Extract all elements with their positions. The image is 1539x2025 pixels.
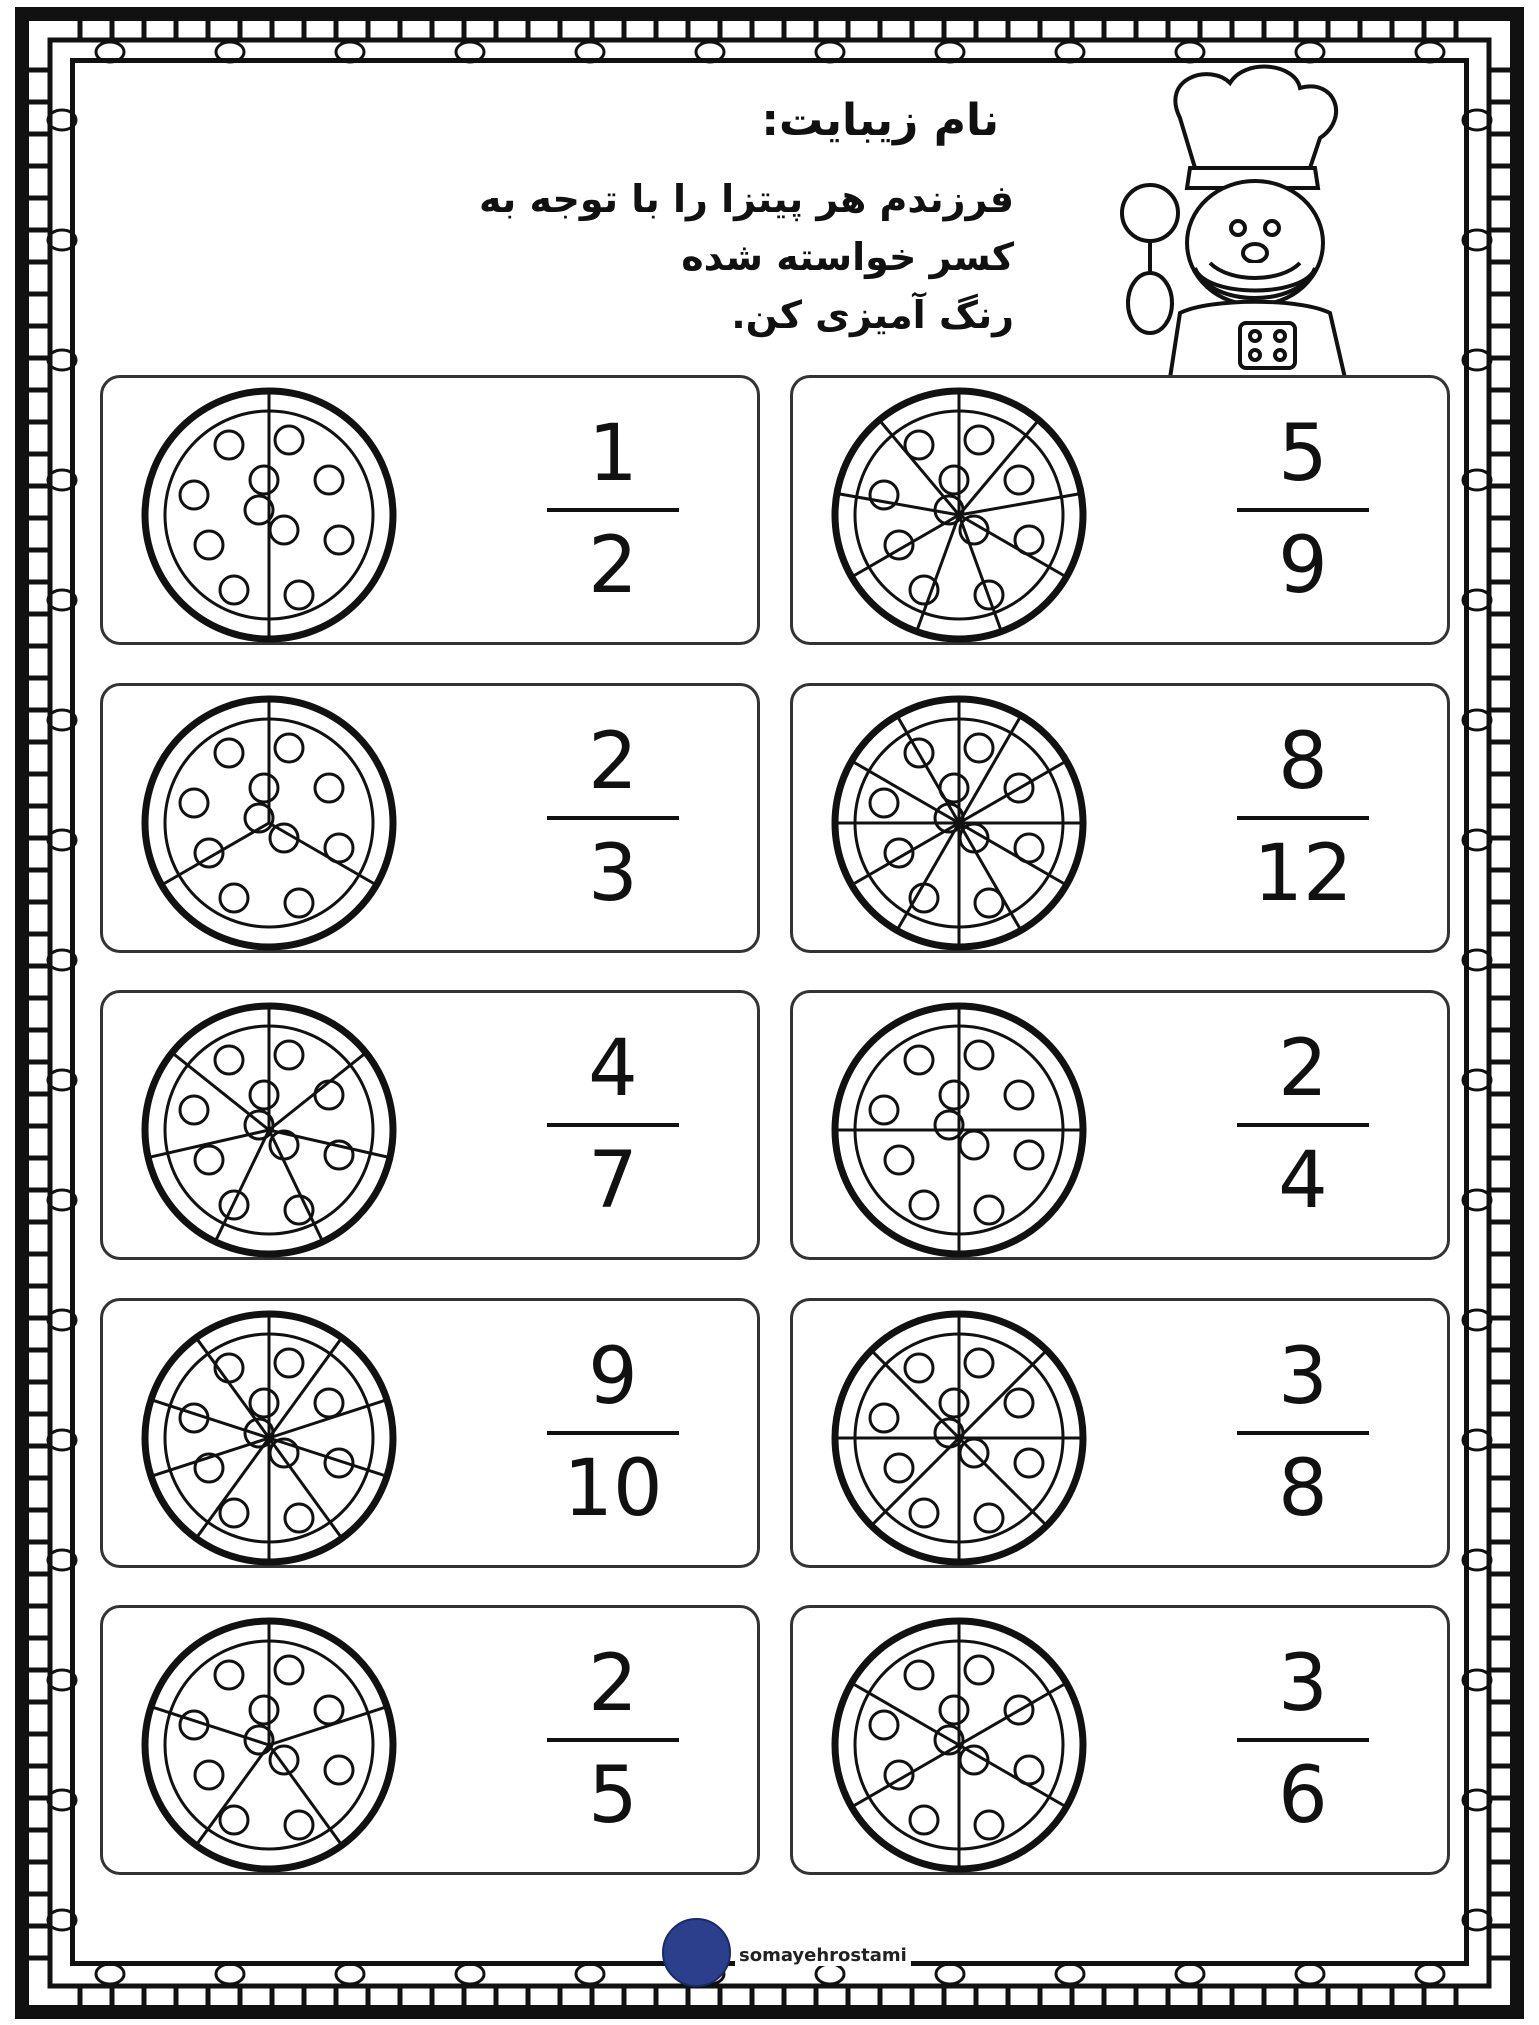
pizza-icon[interactable]	[138, 384, 400, 646]
website-text: somayehrostami	[735, 1945, 911, 1966]
fraction-numerator: 1	[588, 409, 638, 499]
instruction-line-1: فرزندم هر پیتزا را با توجه به	[478, 177, 1014, 221]
fraction-bar	[1237, 1738, 1369, 1742]
fraction-numerator: 3	[1278, 1639, 1328, 1729]
fraction-numerator: 2	[588, 717, 638, 807]
fraction	[543, 404, 683, 616]
fraction	[543, 1019, 683, 1231]
pizza-icon[interactable]	[138, 692, 400, 954]
fraction-numerator: 5	[1278, 409, 1328, 499]
fraction-bar	[1237, 1431, 1369, 1435]
fraction-bar	[547, 508, 679, 512]
fraction-card	[100, 683, 760, 953]
instruction-line-3: رنگ آمیزی کن.	[731, 293, 1014, 337]
pizza-icon[interactable]	[828, 384, 1090, 646]
pizza-icon[interactable]	[138, 999, 400, 1261]
fraction-numerator: 4	[588, 1024, 638, 1114]
fraction-card	[790, 1298, 1450, 1568]
fraction-denominator: 8	[1278, 1444, 1328, 1534]
fraction-numerator: 8	[1278, 717, 1328, 807]
fraction	[543, 1327, 683, 1539]
pizza-icon[interactable]	[138, 1307, 400, 1569]
fraction-denominator: 2	[588, 521, 638, 611]
pizza-icon[interactable]	[828, 1614, 1090, 1876]
fraction-denominator: 10	[563, 1444, 663, 1534]
website-logo	[662, 1918, 731, 1987]
fraction-bar	[1237, 816, 1369, 820]
fraction-numerator: 9	[588, 1332, 638, 1422]
fraction	[1233, 1019, 1373, 1231]
fraction-bar	[1237, 1123, 1369, 1127]
instruction-line-2: کسر خواسته شده	[681, 235, 1014, 279]
fraction-card	[100, 375, 760, 645]
fraction-numerator: 3	[1278, 1332, 1328, 1422]
fraction-card	[100, 1605, 760, 1875]
fraction-card	[100, 1298, 760, 1568]
fraction-numerator: 2	[588, 1639, 638, 1729]
fraction-bar	[547, 816, 679, 820]
fraction-bar	[1237, 508, 1369, 512]
fraction-denominator: 9	[1278, 521, 1328, 611]
chef-illustration	[1090, 58, 1410, 378]
fraction	[1233, 1634, 1373, 1846]
fraction-card	[790, 990, 1450, 1260]
name-field-label: نام زیبایت:	[761, 95, 999, 146]
fraction-denominator: 6	[1278, 1751, 1328, 1841]
fraction	[543, 712, 683, 924]
fraction-card	[790, 683, 1450, 953]
fraction	[1233, 712, 1373, 924]
fraction-card	[790, 1605, 1450, 1875]
fraction-card	[100, 990, 760, 1260]
fraction	[1233, 404, 1373, 616]
fraction	[543, 1634, 683, 1846]
fraction-denominator: 4	[1278, 1136, 1328, 1226]
fraction-numerator: 2	[1278, 1024, 1328, 1114]
fraction	[1233, 1327, 1373, 1539]
pizza-icon[interactable]	[138, 1614, 400, 1876]
pizza-icon[interactable]	[828, 999, 1090, 1261]
fraction-denominator: 12	[1253, 829, 1353, 919]
pizza-icon[interactable]	[828, 1307, 1090, 1569]
fraction-denominator: 3	[588, 829, 638, 919]
fraction-denominator: 5	[588, 1751, 638, 1841]
fraction-bar	[547, 1738, 679, 1742]
instructions-text	[454, 170, 1014, 344]
fraction-bar	[547, 1123, 679, 1127]
fraction-denominator: 7	[588, 1136, 638, 1226]
pizza-icon[interactable]	[828, 692, 1090, 954]
fraction-bar	[547, 1431, 679, 1435]
fraction-card	[790, 375, 1450, 645]
